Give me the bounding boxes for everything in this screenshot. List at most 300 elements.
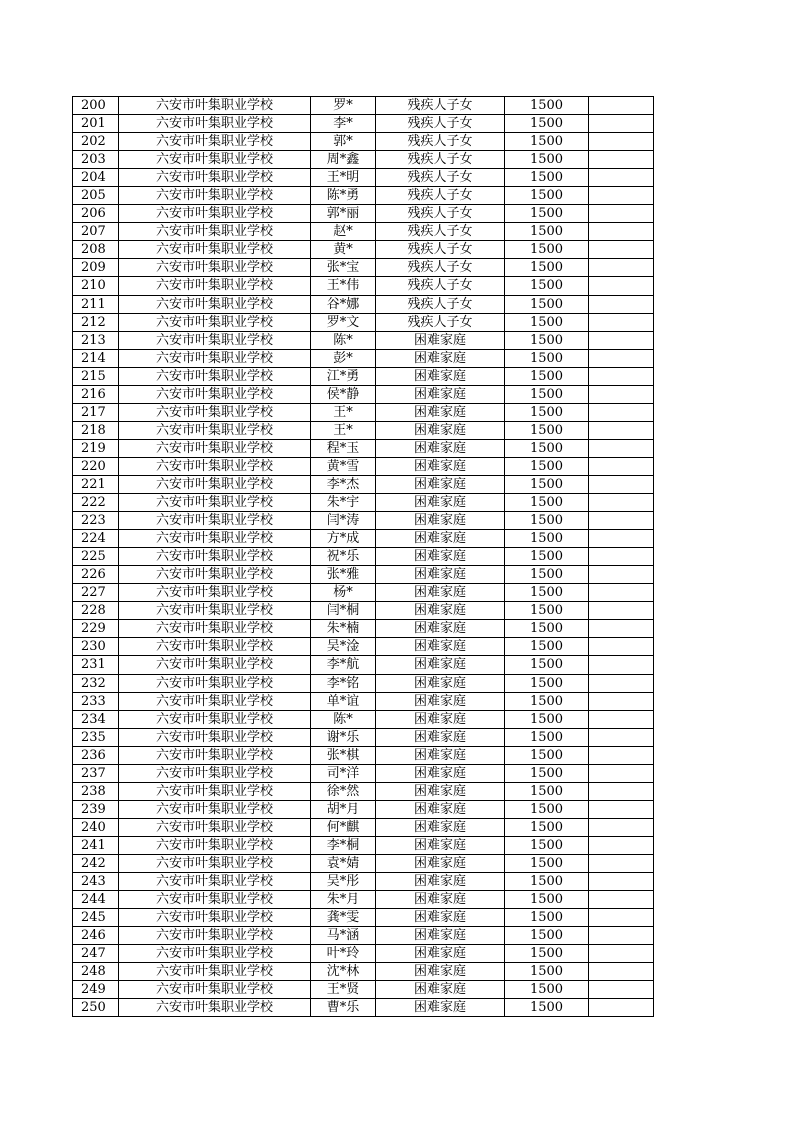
cell-school: 六安市叶集职业学校 [119,385,311,403]
cell-student-name: 张*宝 [311,259,376,277]
cell-note [589,710,654,728]
cell-school: 六安市叶集职业学校 [119,439,311,457]
cell-category: 困难家庭 [376,891,505,909]
cell-note [589,512,654,530]
cell-student-name: 王* [311,403,376,421]
cell-student-name: 方*成 [311,530,376,548]
cell-note [589,331,654,349]
cell-note [589,349,654,367]
cell-student-name: 朱*楠 [311,620,376,638]
cell-student-name: 曹*乐 [311,999,376,1017]
cell-school: 六安市叶集职业学校 [119,169,311,187]
cell-student-name: 袁*婧 [311,854,376,872]
cell-category: 困难家庭 [376,818,505,836]
cell-category: 残疾人子女 [376,115,505,133]
cell-number: 233 [73,692,119,710]
cell-category: 困难家庭 [376,620,505,638]
cell-amount: 1500 [505,349,589,367]
cell-note [589,367,654,385]
cell-school: 六安市叶集职业学校 [119,836,311,854]
cell-student-name: 侯*静 [311,385,376,403]
cell-school: 六安市叶集职业学校 [119,999,311,1017]
cell-school: 六安市叶集职业学校 [119,151,311,169]
cell-school: 六安市叶集职业学校 [119,873,311,891]
cell-student-name: 赵* [311,223,376,241]
table-row [73,963,654,981]
cell-note [589,873,654,891]
cell-student-name: 周*鑫 [311,151,376,169]
cell-category: 残疾人子女 [376,187,505,205]
cell-category: 残疾人子女 [376,223,505,241]
table-row [73,512,654,530]
cell-category: 困难家庭 [376,367,505,385]
cell-note [589,259,654,277]
cell-amount: 1500 [505,494,589,512]
cell-note [589,475,654,493]
cell-school: 六安市叶集职业学校 [119,133,311,151]
cell-number: 234 [73,710,119,728]
table-row [73,728,654,746]
cell-student-name: 黄* [311,241,376,259]
cell-amount: 1500 [505,277,589,295]
cell-amount: 1500 [505,367,589,385]
cell-amount: 1500 [505,421,589,439]
cell-amount: 1500 [505,746,589,764]
cell-school: 六安市叶集职业学校 [119,963,311,981]
cell-category: 困难家庭 [376,746,505,764]
cell-amount: 1500 [505,151,589,169]
cell-student-name: 李*铭 [311,674,376,692]
cell-student-name: 王*贤 [311,981,376,999]
cell-note [589,746,654,764]
cell-number: 249 [73,981,119,999]
cell-category: 困难家庭 [376,710,505,728]
cell-category: 困难家庭 [376,836,505,854]
cell-amount: 1500 [505,530,589,548]
cell-student-name: 张*棋 [311,746,376,764]
table-row [73,421,654,439]
table-row [73,115,654,133]
cell-amount: 1500 [505,403,589,421]
cell-category: 困难家庭 [376,494,505,512]
cell-school: 六安市叶集职业学校 [119,782,311,800]
table-row [73,602,654,620]
cell-school: 六安市叶集职业学校 [119,367,311,385]
cell-note [589,800,654,818]
cell-amount: 1500 [505,927,589,945]
cell-amount: 1500 [505,133,589,151]
cell-amount: 1500 [505,313,589,331]
cell-note [589,421,654,439]
table-row [73,133,654,151]
cell-category: 困难家庭 [376,782,505,800]
table-row [73,854,654,872]
cell-category: 残疾人子女 [376,313,505,331]
cell-school: 六安市叶集职业学校 [119,728,311,746]
table-row [73,927,654,945]
cell-note [589,439,654,457]
cell-amount: 1500 [505,620,589,638]
cell-note [589,945,654,963]
cell-note [589,584,654,602]
cell-note [589,277,654,295]
cell-amount: 1500 [505,187,589,205]
cell-number: 227 [73,584,119,602]
cell-category: 困难家庭 [376,656,505,674]
cell-student-name: 李* [311,115,376,133]
table-row [73,620,654,638]
table-row [73,746,654,764]
cell-student-name: 叶*玲 [311,945,376,963]
cell-number: 247 [73,945,119,963]
cell-number: 206 [73,205,119,223]
cell-school: 六安市叶集职业学校 [119,223,311,241]
cell-amount: 1500 [505,548,589,566]
cell-school: 六安市叶集职业学校 [119,421,311,439]
table-row [73,638,654,656]
cell-student-name: 李*杰 [311,475,376,493]
cell-amount: 1500 [505,241,589,259]
cell-note [589,223,654,241]
table-row [73,548,654,566]
cell-student-name: 罗*文 [311,313,376,331]
cell-category: 困难家庭 [376,475,505,493]
cell-category: 困难家庭 [376,674,505,692]
cell-school: 六安市叶集职业学校 [119,187,311,205]
cell-school: 六安市叶集职业学校 [119,259,311,277]
cell-amount: 1500 [505,656,589,674]
table-row [73,439,654,457]
recipient-table-body [73,97,654,1017]
cell-number: 222 [73,494,119,512]
table-row [73,169,654,187]
table-row [73,403,654,421]
cell-note [589,295,654,313]
cell-number: 240 [73,818,119,836]
cell-category: 困难家庭 [376,728,505,746]
cell-amount: 1500 [505,475,589,493]
cell-note [589,963,654,981]
cell-category: 困难家庭 [376,999,505,1017]
cell-student-name: 谷*娜 [311,295,376,313]
cell-number: 217 [73,403,119,421]
cell-note [589,674,654,692]
cell-school: 六安市叶集职业学校 [119,854,311,872]
cell-number: 238 [73,782,119,800]
cell-amount: 1500 [505,999,589,1017]
cell-number: 226 [73,566,119,584]
cell-note [589,999,654,1017]
cell-amount: 1500 [505,981,589,999]
cell-number: 210 [73,277,119,295]
cell-note [589,566,654,584]
cell-note [589,818,654,836]
cell-number: 232 [73,674,119,692]
cell-number: 212 [73,313,119,331]
cell-note [589,115,654,133]
cell-number: 244 [73,891,119,909]
cell-amount: 1500 [505,764,589,782]
cell-note [589,530,654,548]
cell-number: 215 [73,367,119,385]
cell-number: 239 [73,800,119,818]
cell-student-name: 谢*乐 [311,728,376,746]
cell-note [589,457,654,475]
cell-amount: 1500 [505,818,589,836]
table-row [73,566,654,584]
cell-school: 六安市叶集职业学校 [119,945,311,963]
table-row [73,674,654,692]
cell-amount: 1500 [505,909,589,927]
cell-amount: 1500 [505,295,589,313]
cell-note [589,151,654,169]
cell-note [589,909,654,927]
cell-student-name: 沈*林 [311,963,376,981]
table-row [73,295,654,313]
cell-amount: 1500 [505,638,589,656]
table-row [73,187,654,205]
cell-number: 229 [73,620,119,638]
cell-student-name: 徐*然 [311,782,376,800]
cell-note [589,97,654,115]
table-row [73,367,654,385]
cell-number: 243 [73,873,119,891]
cell-school: 六安市叶集职业学校 [119,277,311,295]
cell-category: 困难家庭 [376,457,505,475]
cell-student-name: 单*谊 [311,692,376,710]
cell-student-name: 张*雅 [311,566,376,584]
table-row [73,349,654,367]
cell-category: 困难家庭 [376,403,505,421]
cell-amount: 1500 [505,223,589,241]
cell-note [589,927,654,945]
cell-school: 六安市叶集职业学校 [119,818,311,836]
cell-school: 六安市叶集职业学校 [119,710,311,728]
cell-number: 230 [73,638,119,656]
cell-school: 六安市叶集职业学校 [119,620,311,638]
cell-amount: 1500 [505,259,589,277]
cell-school: 六安市叶集职业学校 [119,638,311,656]
table-row [73,710,654,728]
cell-student-name: 王*伟 [311,277,376,295]
cell-note [589,854,654,872]
cell-category: 残疾人子女 [376,205,505,223]
cell-student-name: 龚*雯 [311,909,376,927]
cell-number: 211 [73,295,119,313]
cell-amount: 1500 [505,836,589,854]
cell-note [589,891,654,909]
cell-student-name: 李*航 [311,656,376,674]
cell-student-name: 郭*丽 [311,205,376,223]
cell-school: 六安市叶集职业学校 [119,927,311,945]
cell-note [589,494,654,512]
cell-number: 223 [73,512,119,530]
recipient-table [72,96,654,1017]
table-row [73,909,654,927]
cell-amount: 1500 [505,439,589,457]
table-row [73,836,654,854]
cell-category: 残疾人子女 [376,259,505,277]
cell-school: 六安市叶集职业学校 [119,800,311,818]
table-row [73,981,654,999]
cell-category: 困难家庭 [376,909,505,927]
cell-note [589,403,654,421]
cell-category: 困难家庭 [376,530,505,548]
cell-school: 六安市叶集职业学校 [119,656,311,674]
cell-amount: 1500 [505,873,589,891]
table-row [73,259,654,277]
cell-category: 困难家庭 [376,981,505,999]
cell-amount: 1500 [505,331,589,349]
cell-note [589,205,654,223]
table-row [73,331,654,349]
cell-note [589,638,654,656]
cell-student-name: 陈* [311,331,376,349]
table-row [73,818,654,836]
cell-number: 242 [73,854,119,872]
cell-school: 六安市叶集职业学校 [119,475,311,493]
cell-category: 困难家庭 [376,764,505,782]
cell-student-name: 陈* [311,710,376,728]
cell-school: 六安市叶集职业学校 [119,512,311,530]
cell-school: 六安市叶集职业学校 [119,674,311,692]
cell-category: 困难家庭 [376,584,505,602]
cell-note [589,764,654,782]
cell-category: 困难家庭 [376,854,505,872]
cell-category: 残疾人子女 [376,97,505,115]
cell-category: 困难家庭 [376,439,505,457]
cell-student-name: 胡*月 [311,800,376,818]
table-row [73,800,654,818]
cell-number: 219 [73,439,119,457]
cell-amount: 1500 [505,457,589,475]
cell-number: 201 [73,115,119,133]
cell-category: 困难家庭 [376,927,505,945]
cell-category: 困难家庭 [376,873,505,891]
cell-school: 六安市叶集职业学校 [119,746,311,764]
table-row [73,457,654,475]
cell-student-name: 朱*宇 [311,494,376,512]
table-row [73,584,654,602]
cell-school: 六安市叶集职业学校 [119,349,311,367]
cell-number: 224 [73,530,119,548]
cell-number: 213 [73,331,119,349]
cell-amount: 1500 [505,891,589,909]
table-row [73,764,654,782]
cell-number: 245 [73,909,119,927]
cell-school: 六安市叶集职业学校 [119,584,311,602]
table-row [73,782,654,800]
cell-student-name: 王* [311,421,376,439]
cell-student-name: 程*玉 [311,439,376,457]
cell-school: 六安市叶集职业学校 [119,115,311,133]
cell-note [589,187,654,205]
table-row [73,891,654,909]
cell-school: 六安市叶集职业学校 [119,891,311,909]
cell-amount: 1500 [505,602,589,620]
cell-note [589,782,654,800]
cell-student-name: 郭* [311,133,376,151]
table-row [73,151,654,169]
table-row [73,313,654,331]
cell-amount: 1500 [505,710,589,728]
cell-amount: 1500 [505,854,589,872]
table-row [73,97,654,115]
cell-student-name: 吴*淦 [311,638,376,656]
table-row [73,873,654,891]
cell-amount: 1500 [505,115,589,133]
cell-category: 困难家庭 [376,548,505,566]
cell-note [589,981,654,999]
cell-number: 209 [73,259,119,277]
cell-school: 六安市叶集职业学校 [119,530,311,548]
cell-student-name: 江*勇 [311,367,376,385]
table-row [73,999,654,1017]
cell-number: 231 [73,656,119,674]
cell-amount: 1500 [505,512,589,530]
cell-number: 205 [73,187,119,205]
table-row [73,945,654,963]
cell-note [589,313,654,331]
cell-number: 250 [73,999,119,1017]
cell-number: 216 [73,385,119,403]
cell-number: 237 [73,764,119,782]
cell-student-name: 闫*涛 [311,512,376,530]
cell-number: 246 [73,927,119,945]
cell-number: 207 [73,223,119,241]
cell-school: 六安市叶集职业学校 [119,241,311,259]
cell-category: 残疾人子女 [376,241,505,259]
cell-category: 残疾人子女 [376,151,505,169]
cell-category: 困难家庭 [376,385,505,403]
cell-student-name: 李*桐 [311,836,376,854]
cell-student-name: 朱*月 [311,891,376,909]
cell-category: 残疾人子女 [376,169,505,187]
cell-category: 困难家庭 [376,800,505,818]
cell-category: 困难家庭 [376,638,505,656]
cell-amount: 1500 [505,169,589,187]
cell-number: 202 [73,133,119,151]
cell-number: 218 [73,421,119,439]
cell-note [589,169,654,187]
cell-school: 六安市叶集职业学校 [119,602,311,620]
cell-number: 204 [73,169,119,187]
cell-note [589,133,654,151]
cell-category: 困难家庭 [376,692,505,710]
cell-number: 235 [73,728,119,746]
cell-note [589,836,654,854]
table-row [73,277,654,295]
cell-note [589,548,654,566]
cell-school: 六安市叶集职业学校 [119,295,311,313]
cell-number: 225 [73,548,119,566]
cell-number: 214 [73,349,119,367]
cell-number: 228 [73,602,119,620]
cell-number: 208 [73,241,119,259]
cell-school: 六安市叶集职业学校 [119,97,311,115]
cell-category: 困难家庭 [376,349,505,367]
cell-number: 248 [73,963,119,981]
cell-student-name: 何*麒 [311,818,376,836]
table-row [73,475,654,493]
cell-category: 残疾人子女 [376,295,505,313]
cell-amount: 1500 [505,782,589,800]
cell-amount: 1500 [505,584,589,602]
cell-number: 200 [73,97,119,115]
table-row [73,205,654,223]
cell-student-name: 彭* [311,349,376,367]
cell-amount: 1500 [505,97,589,115]
